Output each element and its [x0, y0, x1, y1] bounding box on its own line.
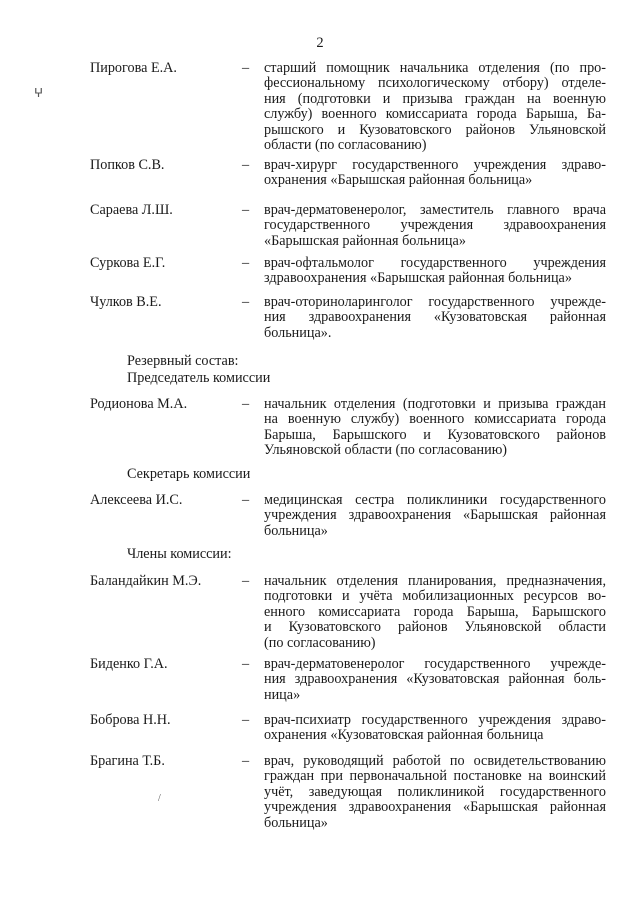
- description-line: енного комиссариата города Барыша, Барышского: [264, 603, 606, 620]
- description-line: учёт, заведующая поликлиникой государственного: [264, 783, 606, 800]
- member-dash: –: [242, 753, 250, 769]
- description-line: больница»: [264, 814, 328, 831]
- page-number: 2: [316, 35, 324, 51]
- chair-heading: Председатель комиссии: [127, 370, 271, 386]
- member-dash: –: [242, 573, 250, 589]
- description-line: больница»: [264, 522, 328, 539]
- description-line: учреждения здравоохранения «Барышская районная: [264, 507, 606, 524]
- member-name: Алексеева И.С.: [90, 492, 183, 508]
- member-description: [264, 713, 606, 744]
- description-line: врач-хирург государственного учреждения здраво-: [264, 157, 606, 173]
- description-line: врач-оториноларинголог государственного учрежде-: [264, 294, 606, 310]
- description-line: начальник отделения планирования, предназначения,: [264, 573, 606, 589]
- description-line: больница».: [264, 324, 332, 341]
- member-dash: –: [242, 294, 250, 310]
- description-line: ния здравоохранения «Кузоватовская районная боль-: [264, 671, 606, 688]
- secretary-heading: Секретарь комиссии: [127, 466, 251, 482]
- description-line: врач-психиатр государственного учреждения здраво-: [264, 712, 606, 728]
- member-description: [264, 256, 606, 287]
- description-line: государственного учреждения здравоохранения: [264, 217, 606, 234]
- scan-mark: ⵖ: [34, 86, 44, 100]
- member-dash: –: [242, 396, 250, 412]
- description-line: области (по согласованию): [264, 137, 427, 154]
- member-description: [264, 203, 606, 249]
- description-line: граждан при первоначальной постановке на воинский: [264, 768, 606, 785]
- description-line: врач, руководящий работой по освидетельствованию: [264, 753, 606, 769]
- member-dash: –: [242, 656, 250, 672]
- description-line: подготовки и учёта мобилизационных ресурсов во-: [264, 588, 606, 605]
- member-dash: –: [242, 712, 250, 728]
- description-line: старший помощник начальника отделения (по про-: [264, 60, 606, 76]
- description-line: Ульяновской области (по согласованию): [264, 442, 508, 459]
- member-name: Родионова М.А.: [90, 396, 188, 412]
- description-line: охранения «Барышская районная больница»: [264, 172, 533, 189]
- description-line: медицинская сестра поликлиники государственного: [264, 492, 606, 508]
- description-line: врач-дерматовенеролог государственного учрежде-: [264, 656, 606, 672]
- member-description: [264, 295, 606, 341]
- description-line: ния здравоохранения «Кузоватовская районная: [264, 309, 606, 326]
- member-name: Попков С.В.: [90, 157, 165, 173]
- member-dash: –: [242, 492, 250, 508]
- member-name: Баландайкин М.Э.: [90, 573, 202, 589]
- description-line: и Кузоватовского районов Ульяновской области: [264, 619, 606, 636]
- description-line: врач-дерматовенеролог, заместитель главного врача: [264, 202, 606, 218]
- description-line: врач-офтальмолог государственного учреждения: [264, 255, 606, 271]
- description-line: охранения «Кузоватовская районная больница: [264, 727, 544, 744]
- description-line: ница»: [264, 686, 301, 703]
- member-dash: –: [242, 255, 250, 271]
- member-name: Биденко Г.А.: [90, 656, 168, 672]
- member-name: Боброва Н.Н.: [90, 712, 171, 728]
- member-name: Суркова Е.Г.: [90, 255, 166, 271]
- description-line: начальник отделения (подготовки и призыва граждан: [264, 396, 606, 412]
- description-line: учреждения здравоохранения «Барышская районная: [264, 799, 606, 816]
- member-description: [264, 61, 606, 153]
- member-description: [264, 158, 606, 189]
- member-description: [264, 574, 606, 651]
- member-name: Брагина Т.Б.: [90, 753, 165, 769]
- member-dash: –: [242, 202, 250, 218]
- member-description: [264, 754, 606, 831]
- description-line: фессиональному психологическому отбору) отделе-: [264, 75, 606, 92]
- member-name: Чулков В.Е.: [90, 294, 162, 310]
- member-name: Пирогова Е.А.: [90, 60, 177, 76]
- member-description: [264, 493, 606, 539]
- description-line: (по согласованию): [264, 634, 376, 651]
- description-line: Барыша, Барышского и Кузоватовского районов: [264, 426, 606, 443]
- reserve-heading: Резервный состав:: [127, 353, 239, 369]
- description-line: рышского и Кузоватовского районов Ульяновской: [264, 121, 606, 138]
- description-line: ния (подготовки и призыва граждан на военную: [264, 90, 606, 107]
- description-line: на военную службу) военного комиссариата города: [264, 411, 606, 428]
- scan-mark: /: [158, 793, 161, 804]
- members-heading: Члены комиссии:: [127, 546, 232, 562]
- description-line: здравоохранения «Барышская районная больница»: [264, 270, 572, 287]
- member-description: [264, 657, 606, 703]
- member-name: Сараева Л.Ш.: [90, 202, 173, 218]
- description-line: «Барышская районная больница»: [264, 232, 466, 249]
- description-line: службу) военного комиссариата города Барыша, Ба-: [264, 106, 606, 123]
- member-description: [264, 397, 606, 459]
- member-dash: –: [242, 157, 250, 173]
- member-dash: –: [242, 60, 250, 76]
